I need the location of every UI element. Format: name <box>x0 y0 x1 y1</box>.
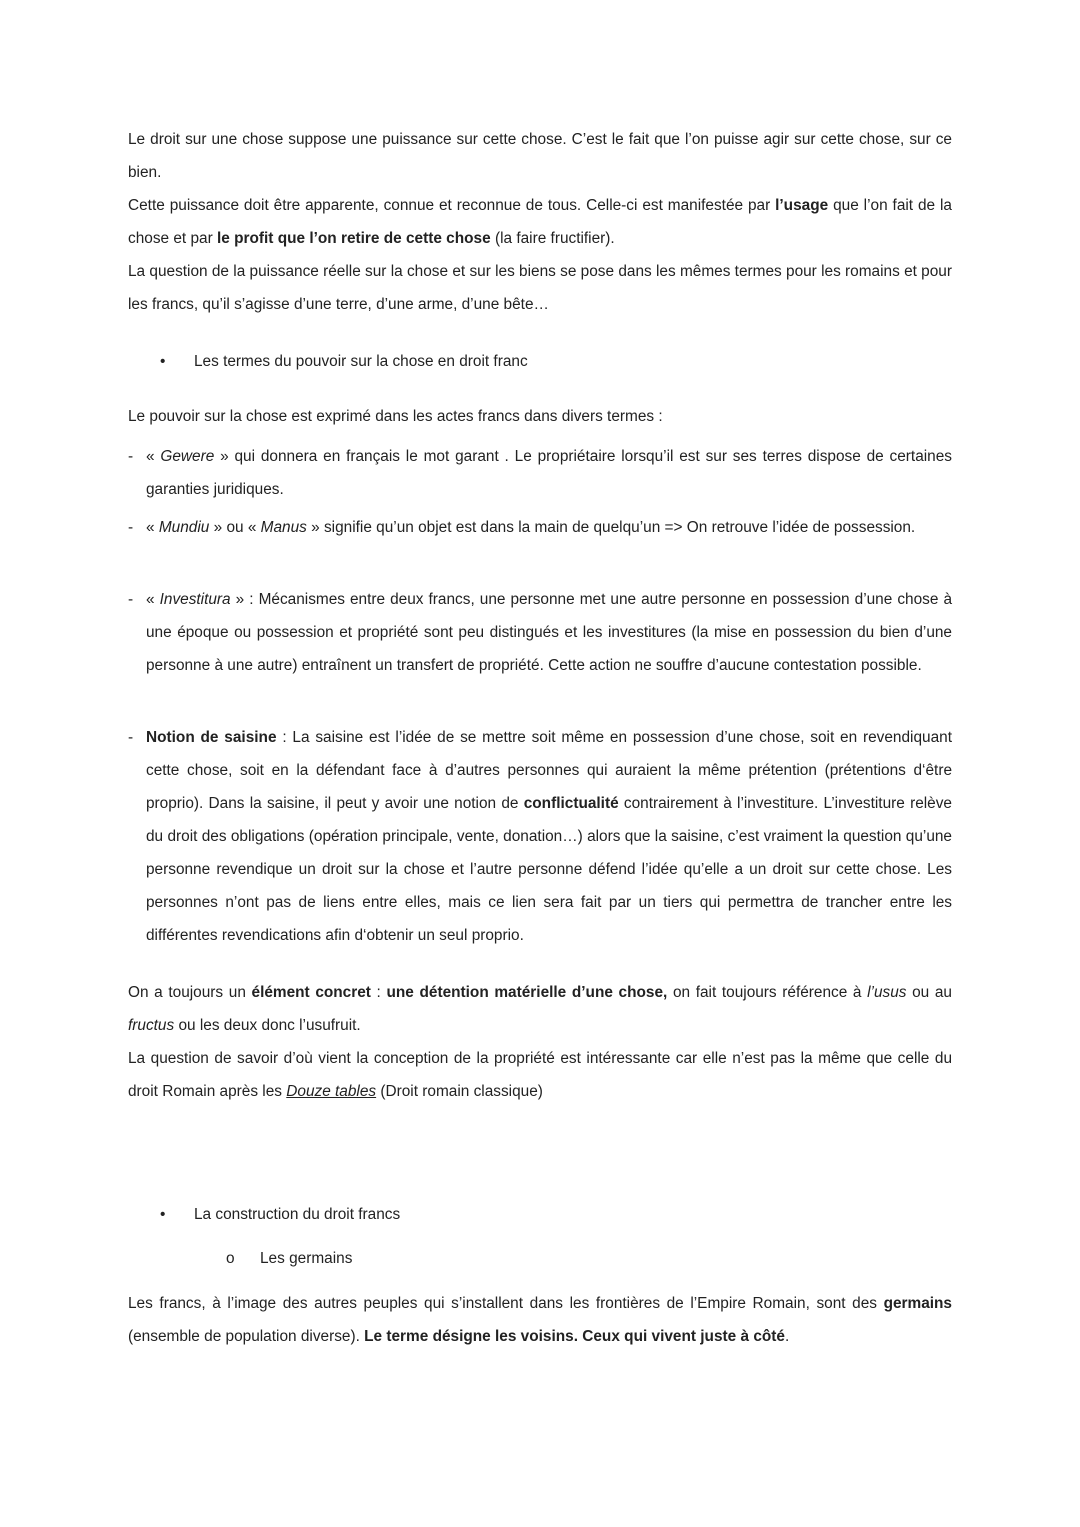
paragraph <box>128 1287 952 1353</box>
paragraph <box>128 255 952 321</box>
text-segment: La question de la puissance réelle sur la chose et sur les biens se pose dans les mêmes termes pour les romains et pour les francs, qu’il s’agisse d’une terre, d’une arme, d’une bête… <box>128 263 952 313</box>
text-segment: Le pouvoir sur la chose est exprimé dans les actes francs dans divers termes : <box>128 408 663 425</box>
text-segment: : La saisine est l’idée de se mettre soit même en possession d’une chose, soit en revendiquant cette chose, soit en la défendant face à d’autres personnes qui auraient la même prétention (prétentions d‘être proprio). Dans la saisine, il peut y avoir une notion de <box>146 729 952 812</box>
text-segment: . <box>784 1328 790 1345</box>
text-segment: » ou « <box>209 519 261 536</box>
italic-text: Manus <box>260 519 307 536</box>
text-segment: La question de savoir d’où vient la conception de la propriété est intéressante car elle n’est pas la même que celle du droit Romain après les <box>128 1050 952 1100</box>
dash-list-item <box>146 440 952 506</box>
bullet-marker: o <box>226 1250 235 1267</box>
text-segment: » qui donnera en français le mot garant . Le propriétaire lorsqu’il est sur ses terres dispose de certaines garanties juridiques. <box>146 448 952 498</box>
bullet-marker: • <box>160 353 166 370</box>
bullet-text: Les termes du pouvoir sur la chose en droit franc <box>194 353 528 370</box>
text-segment: « <box>146 519 159 536</box>
dash-list-item <box>146 583 952 682</box>
italic-text: Gewere <box>160 448 215 465</box>
paragraph <box>128 1042 952 1108</box>
text-segment: » : Mécanismes entre deux francs, une personne met une autre personne en possession d’une chose à une époque ou possession et propriété sont peu distingués et les investitures (la mise en possession du bien d’une personne à une autre) entraînent un transfert de propriété. Cette action ne souffre d’aucune contestation possible. <box>146 591 953 674</box>
text-segment: que l’on fait de la chose et par <box>128 197 952 247</box>
text-segment: « <box>146 448 161 465</box>
bold-text: germains <box>883 1295 952 1312</box>
text-segment: Cette puissance doit être apparente, connue et reconnue de tous. Celle-ci est manifestée par <box>128 197 776 214</box>
dash-list-item <box>146 511 952 544</box>
text-segment: On a toujours un <box>128 984 252 1001</box>
bullet-marker: • <box>160 1206 166 1223</box>
bold-text: conflictualité <box>523 795 619 812</box>
italic-text: fructus <box>128 1017 175 1034</box>
bullet-text: Les germains <box>260 1250 353 1267</box>
text-segment: (la faire fructifier). <box>490 230 615 247</box>
text-segment: Le droit sur une chose suppose une puissance sur cette chose. C’est le fait que l’on puisse agir sur cette chose, sur ce bien. <box>128 131 952 181</box>
bold-text: Le terme désigne les voisins. Ceux qui vivent juste à côté <box>364 1328 785 1345</box>
italic-text: Mundiu <box>158 519 210 536</box>
bold-text: élément concret <box>251 984 371 1001</box>
text-segment: Les francs, à l’image des autres peuples qui s’installent dans les frontières de l’Empire Romain, sont des <box>128 1295 884 1312</box>
text-segment: (Droit romain classique) <box>376 1083 543 1100</box>
bold-text: une détention matérielle d’une chose, <box>386 984 668 1001</box>
text-segment: » signifie qu’un objet est dans la main de quelqu’un => On retrouve l’idée de possession. <box>306 519 916 536</box>
text-segment: ou les deux donc l’usufruit. <box>174 1017 361 1034</box>
text-segment: : <box>370 984 387 1001</box>
bold-text: le profit que l’on retire de cette chose <box>216 230 491 247</box>
bullet-text: La construction du droit francs <box>194 1206 401 1223</box>
paragraph <box>128 400 952 433</box>
text-segment: « <box>146 591 160 608</box>
paragraph <box>128 189 952 255</box>
text-segment: (ensemble de population diverse). <box>128 1328 365 1345</box>
underlined-text: Douze tables <box>286 1083 377 1100</box>
bold-text: l’usage <box>775 197 829 214</box>
dash-list-item <box>146 721 952 952</box>
italic-text: Investitura <box>159 591 231 608</box>
text-segment: contrairement à l’investiture. L’investiture relève du droit des obligations (opération principale, vente, donation…) alors que la saisine, c’est vraiment la question qu’une personne revendique un droit sur la chose et l’autre personne défend l’idée qu’elle a un droit sur cette chose. Les personnes n’ont pas de liens entre elles, mais ce lien sera fait par un tiers qui permettra de trancher entre les différentes revendications afin d‘obtenir un seul proprio. <box>146 795 952 944</box>
bold-text: Notion de saisine <box>146 729 277 746</box>
text-segment: ou au <box>906 984 952 1001</box>
paragraph <box>128 976 952 1042</box>
italic-text: l’usus <box>867 984 907 1001</box>
text-segment: on fait toujours référence à <box>667 984 868 1001</box>
paragraph <box>128 123 952 189</box>
